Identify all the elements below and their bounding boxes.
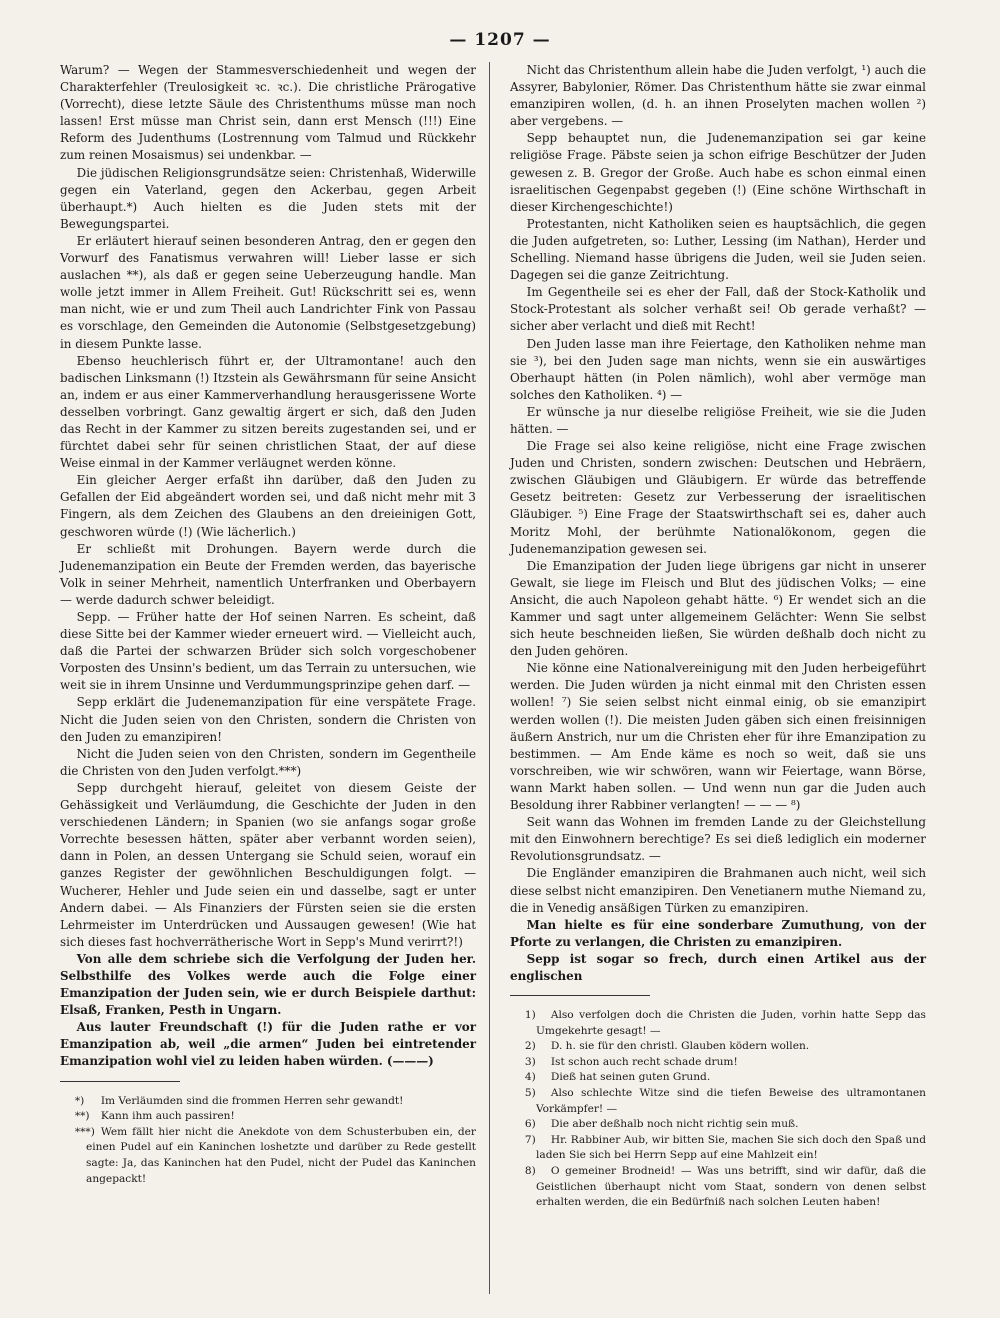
left-body [60, 62, 476, 1071]
footnote-marker: 2) [524, 1040, 536, 1053]
footnote-text: Im Verläumden sind die frommen Herren sehr gewandt! [100, 1094, 404, 1107]
footnote [60, 1125, 476, 1187]
paragraph: Von alle dem schriebe sich die Verfolgung der Juden her. Selbsthilfe des Volkes werde auch die Folge einer Emanzipation der Juden sein, wie er durch Beispiele darthut: Elsaß, Franken, Pesth in Ungarn. [60, 951, 476, 1018]
paragraph: Sepp ist sogar so frech, durch einen Artikel aus der englischen [510, 951, 926, 983]
paragraph: Die Engländer emanzipiren die Brahmanen auch nicht, weil sich diese selbst nicht emanzipiren. Den Venetianern muthe Niemand zu, die in Venedig ansäßigen Türken zu emanzipiren. [510, 866, 926, 915]
footnote [510, 1070, 926, 1086]
paragraph: Die Frage sei also keine religiöse, nicht eine Frage zwischen Juden und Christen, sondern zwischen: Deutschen und Hebräern, zwischen Gläubigen und Gläubigern. Er würde das betreffende Gesetz beitreten: Gesetz zur Verbesserung der israelitischen Gläubiger. ⁵) Eine Frage der Staatswirthschaft sei es, daher auch Moritz Mohl, der berühmte Nationalökonom, gegen die Judenemanzipation gewesen sei. [510, 439, 926, 556]
paragraph: Sepp behauptet nun, die Judenemanzipation sei gar keine religiöse Frage. Päbste seien ja schon eifrige Beschützer der Juden gewesen z. B. Gregor der Große. Auch habe es schon einmal einen israelitischen Gegenpabst gegeben (!) (Eine schöne Wirthschaft in dieser Kirchengeschichte!) [510, 131, 926, 214]
paragraph: Nicht die Juden seien von den Christen, sondern im Gegentheile die Christen von den Juden verfolgt.***) [60, 746, 476, 778]
footnote-text: O gemeiner Brodneid! — Was uns betrifft, sind wir dafür, daß die Geistlichen überhaupt nicht vom Staat, sondern von denen selbst erhalten werden, die ein Bedürfniß nach solchen Leuten haben! [536, 1165, 926, 1209]
footnote-marker: 3) [524, 1055, 536, 1068]
right-body [510, 62, 926, 985]
footnote-marker: 1) [524, 1009, 536, 1022]
paragraph: Die Emanzipation der Juden liege übrigens gar nicht in unserer Gewalt, sie liege im Fleisch und Blut des jüdischen Volks; — eine Ansicht, die auch Napoleon gehabt hätte. ⁶) Er wendet sich an die Kammer und sagt unter allgemeinem Gelächter: Wenn Sie selbst sich heute beschneiden ließen, Sie würden deßhalb doch nicht zu den Juden gehören. [510, 558, 926, 659]
paragraph: Sepp. — Früher hatte der Hof seinen Narren. Es scheint, daß diese Sitte bei der Kammer wieder erneuert wird. — Vielleicht auch, daß die Partei der schwarzen Brüder sich solch vorgeschobener Vorposten des Unsinn's bedient, um das Terrain zu untersuchen, wie weit sie in ihrem Unsinne und Verdummungsprinzipe gehen darf. — [60, 610, 476, 693]
footnote [510, 1133, 926, 1164]
footnote-marker: **) [74, 1110, 90, 1123]
footnote [510, 1086, 926, 1117]
paragraph: Er wünsche ja nur dieselbe religiöse Freiheit, wie sie die Juden hätten. — [510, 404, 926, 436]
footnote-rule [510, 995, 650, 996]
footnote-text: Wem fällt hier nicht die Anekdote von dem Schusterbuben ein, der einen Pudel auf ein Kaninchen loshetzte und darüber zu Rede gestellt sagte: Ja, das Kaninchen hat den Pudel, nicht der Pudel das Kaninchen angepackt! [86, 1125, 476, 1185]
footnote-marker: *) [74, 1094, 85, 1107]
footnote-marker: 6) [524, 1118, 536, 1131]
right-footnotes [510, 1008, 926, 1211]
paragraph: Die jüdischen Religionsgrundsätze seien: Christenhaß, Widerwille gegen ein Vaterland, gegen den Ackerbau, gegen Arbeit überhaupt.*) Auch hielten es die Juden stets mit der Bewegungspartei. [60, 165, 476, 231]
paragraph: Im Gegentheile sei es eher der Fall, daß der Stock-Katholik und Stock-Protestant als solcher verhaßt sei! Ob gerade verhaßt? — sicher aber verlacht und dieß mit Recht! [510, 285, 926, 334]
paragraph: Warum? — Wegen der Stammesverschiedenheit und wegen der Charakterfehler (Treulosigkeit ꝛc. ꝛc.). Die christliche Prärogative (Vorrecht), diese letzte Säule des Christenthums müsse man noch lassen! Erst müsse man Christ sein, dann erst Mensch (!!!) Eine Reform des Judenthums (Lostrennung vom Talmud und Rückkehr zum reinen Mosaismus) sei undenkbar. — [60, 63, 476, 163]
paragraph: Er erläutert hierauf seinen besonderen Antrag, den er gegen den Vorwurf des Fanatismus verwahren will! Lieber lasse er sich auslachen **), als daß er gegen seine Ueberzeugung handle. Man wolle jetzt immer in Allem Freiheit. Gut! Rückschritt sei es, wenn man nicht, wie er und zum Theil auch Landrichter Fink von Passau es vorschlage, den Gemeinden die Autonomie (Selbstgesetzgebung) in diesem Punkte lasse. [60, 233, 476, 351]
footnote-rule [60, 1081, 180, 1082]
paragraph: Aus lauter Freundschaft (!) für die Juden rathe er vor Emanzipation ab, weil „die armen“ Juden bei eintretender Emanzipation wohl viel zu leiden haben würden. (———) [60, 1020, 476, 1069]
footnote-text: Die aber deßhalb noch nicht richtig sein muß. [550, 1118, 799, 1131]
footnote-marker: 5) [524, 1087, 536, 1100]
footnote-text: Dieß hat seinen guten Grund. [550, 1071, 711, 1084]
paragraph: Den Juden lasse man ihre Feiertage, den Katholiken nehme man sie ³), bei den Juden sage man nichts, wenn sie ein auswärtiges Oberhaupt hätten (in Polen nämlich), wohl aber vermöge man solches den Katholiken. ⁴) — [510, 336, 926, 402]
footnote-text: Also verfolgen doch die Christen die Juden, vorhin hatte Sepp das Umgekehrte gesagt! — [536, 1009, 926, 1037]
footnote-text: Kann ihm auch passiren! [100, 1110, 235, 1123]
page-number: — 1207 — [449, 30, 551, 50]
paragraph: Ein gleicher Aerger erfaßt ihn darüber, daß den Juden zu Gefallen der Eid abgeändert worden sei, und daß nicht mehr mit 3 Fingern, als dem Zeichen des Glaubens an den dreieinigen Gott, geschworen würde (!) (Wie lächerlich.) [60, 473, 476, 539]
footnote [510, 1008, 926, 1039]
paragraph: Nie könne eine Nationalvereinigung mit den Juden herbeigeführt werden. Die Juden würden ja nicht einmal mit den Christen essen wollen! ⁷) Sie seien selbst nicht einmal einig, ob sie emanzipirt werden wollen (!). Die meisten Juden gäben sich einen freisinnigen äußern Anstrich, nur um die Christen eher für ihre Emanzipation zu bestimmen. — Am Ende käme es noch so weit, daß sie uns vorschreiben, wie wir schwören, wann wir Feiertage, wann Börse, wann Markt haben sollen. — Und wenn nun gar die Juden auch Besoldung ihrer Rabbiner verlangten! — — — ⁸) [510, 661, 926, 813]
paragraph: Er schließt mit Drohungen. Bayern werde durch die Judenemanzipation ein Beute der Fremden werden, das bayerische Volk in seiner Mehrheit, namentlich Unterfranken und Oberbayern — werde dadurch schwer beleidigt. [60, 541, 476, 607]
paragraph: Sepp erklärt die Judenemanzipation für eine verspätete Frage. Nicht die Juden seien von den Christen, sondern die Christen von den Juden zu emanzipiren! [60, 695, 476, 744]
right-column [510, 62, 926, 1211]
paragraph: Ebenso heuchlerisch führt er, der Ultramontane! auch den badischen Linksmann (!) Itzstein als Gewährsmann für seine Ansicht an, indem er aus einer Kammerverhandlung herausgerissene Worte desselben vorbringt. Ganz gewaltig ärgert er sich, daß den Juden das Recht in der Kammer zu sitzen bereits zugestanden sei, und er fürchtet dabei sehr für seinen christlichen Staat, der auf diese Weise einmal in der Kammer verläugnet werden könne. [60, 353, 476, 471]
paragraph: Seit wann das Wohnen im fremden Lande zu der Gleichstellung mit den Einwohnern berechtige? Es sei dieß lediglich ein moderner Revolutionsgrundsatz. — [510, 815, 926, 864]
footnote-marker: ***) [74, 1125, 95, 1138]
paragraph: Nicht das Christenthum allein habe die Juden verfolgt, ¹) auch die Assyrer, Babylonier, Römer. Das Christenthum hätte sie zwar einmal emanzipiren wollen, (d. h. an ihnen Proselyten machen wollen ²) aber vergebens. — [510, 63, 926, 129]
footnote-marker: 8) [524, 1165, 536, 1177]
footnote [510, 1055, 926, 1071]
footnote-text: Hr. Rabbiner Aub, wir bitten Sie, machen Sie sich doch den Spaß und laden Sie sich bei Herrn Sepp auf eine Mahlzeit ein! [536, 1133, 926, 1162]
footnote-text: Ist schon auch recht schade drum! [550, 1055, 738, 1068]
paragraph: Man hielte es für eine sonderbare Zumuthung, von der Pforte zu verlangen, die Christen zu emanzipiren. [510, 917, 926, 949]
left-footnotes [60, 1094, 476, 1188]
footnote [510, 1164, 926, 1211]
footnote [510, 1039, 926, 1055]
paragraph: Sepp durchgeht hierauf, geleitet von diesem Geiste der Gehässigkeit und Verläumdung, die Geschichte der Juden in den verschiedenen Ländern; in Spanien (wo sie anfangs sogar große Vorrechte besessen hätten, später aber verbannt worden seien), dann in Polen, an dessen Untergang sie Schuld seien, worauf ein ganzes Register der gewöhnlichen Beschuldigungen folgt. — Wucherer, Hehler und Jude seien ein und dasselbe, sagt er unter Andern dabei. — Als Finanziers der Fürsten seien sie die ersten Lehrmeister im Unterdrücken und Aussaugen gewesen! (Wie hat sich dieses fast hochverrätherische Wort in Sepp's Mund verirrt?!) [60, 780, 476, 949]
column-divider [489, 62, 490, 1294]
footnote-marker: 4) [524, 1071, 536, 1084]
footnote-marker: 7) [524, 1133, 536, 1146]
footnote [60, 1109, 476, 1125]
footnote-text: Also schlechte Witze sind die tiefen Beweise des ultramontanen Vorkämpfer! — [536, 1087, 926, 1115]
footnote-text: D. h. sie für den christl. Glauben ködern wollen. [550, 1040, 810, 1053]
left-column [60, 62, 476, 1187]
footnote [60, 1094, 476, 1110]
paragraph: Protestanten, nicht Katholiken seien es hauptsächlich, die gegen die Juden aufgetreten, so: Luther, Lessing (im Nathan), Herder und Schelling. Niemand hasse übrigens die Juden, weil sie Juden seien. Dagegen sei die ganze Zeitrichtung. [510, 216, 926, 283]
footnote [510, 1117, 926, 1133]
